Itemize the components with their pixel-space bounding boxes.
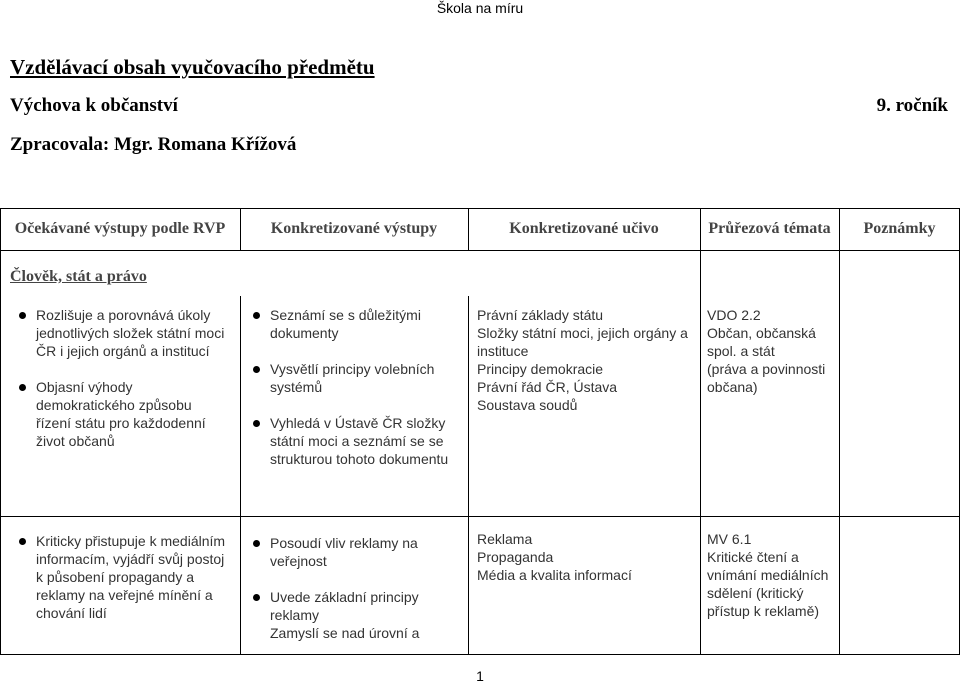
subject-name: Výchova k občanství xyxy=(10,95,178,116)
document-title: Vzdělávací obsah vyučovacího předmětu xyxy=(10,55,375,79)
list-item: Posoudí vliv reklamy na veřejnost xyxy=(242,534,462,570)
column-header-rvp: Očekávané výstupy podle RVP xyxy=(14,220,226,237)
column-divider xyxy=(240,296,241,655)
bullet-icon xyxy=(19,312,26,319)
row1-rvp-cell xyxy=(8,306,230,468)
list-item: Seznámí se s důležitými dokumenty xyxy=(242,306,462,342)
row1-content-cell xyxy=(477,306,697,414)
bullet-icon xyxy=(253,366,260,373)
bullet-icon xyxy=(253,312,260,319)
row1-outputs-cell xyxy=(242,306,462,486)
list-item: Objasní výhody demokratického způsobu řízení státu pro každodenní život občanů xyxy=(8,378,230,450)
theme-line: VDO 2.2 xyxy=(707,307,761,323)
grade-label: 9. ročník xyxy=(876,95,948,116)
content-line: Principy demokracie xyxy=(477,361,604,377)
column-header-content: Konkretizované učivo xyxy=(509,220,659,237)
content-line: Propaganda xyxy=(477,549,554,565)
row2-rvp-cell xyxy=(8,532,230,640)
author-line: Zpracovala: Mgr. Romana Křížová xyxy=(10,134,297,155)
list-item: Vysvětlí principy volebních systémů xyxy=(242,360,462,396)
column-divider xyxy=(839,250,840,655)
bullet-icon xyxy=(19,538,26,545)
list-item: Rozlišuje a porovnává úkoly jednotlivých složek státní moci ČR i jejich orgánů a institucí xyxy=(8,306,230,360)
column-divider xyxy=(468,296,469,655)
list-item: Uvede základní principy reklamy xyxy=(242,588,462,624)
column-header-notes: Poznámky xyxy=(863,220,936,237)
content-line: Reklama xyxy=(477,531,533,547)
theme-line: (práva a povinnosti občana) xyxy=(707,361,826,395)
column-header-outputs: Konkretizované výstupy xyxy=(270,220,438,237)
section-title: Člověk, stát a právo xyxy=(10,268,147,285)
list-item: Vyhledá v Ústavě ČR složky státní moci a seznámí se se strukturou tohoto dokumentu xyxy=(242,414,462,468)
row1-themes-cell xyxy=(707,306,835,396)
row2-content-cell xyxy=(477,530,697,584)
theme-line: Kritické čtení a vnímání mediálních sdělení (kritický přístup k reklamě) xyxy=(707,549,829,619)
content-line: Média a kvalita informací xyxy=(477,567,632,583)
row2-outputs-cell xyxy=(242,534,462,642)
content-line: Právní základy státu xyxy=(477,307,604,323)
column-header-themes: Průřezová témata xyxy=(708,220,831,237)
list-item: Kriticky přistupuje k mediálním informacím, vyjádří svůj postoj k působení propagandy a reklamy na veřejné mínění a chování lidí xyxy=(8,532,230,622)
page-header: Škola na míru xyxy=(436,0,524,16)
page-number: 1 xyxy=(476,668,484,684)
bullet-icon xyxy=(253,420,260,427)
bullet-icon xyxy=(19,384,26,391)
content-line: Právní řád ČR, Ústava xyxy=(477,379,618,395)
theme-line: Občan, občanská spol. a stát xyxy=(707,325,816,359)
bullet-icon xyxy=(253,594,260,601)
column-divider xyxy=(700,250,701,655)
output-line: Zamyslí se nad úrovní a xyxy=(270,625,420,641)
content-line: Složky státní moci, jejich orgány a instituce xyxy=(477,325,688,359)
header-divider xyxy=(0,250,960,251)
row2-themes-cell xyxy=(707,530,835,620)
row-divider xyxy=(0,516,960,517)
theme-line: MV 6.1 xyxy=(707,531,752,547)
bullet-icon xyxy=(253,540,260,547)
content-line: Soustava soudů xyxy=(477,397,578,413)
